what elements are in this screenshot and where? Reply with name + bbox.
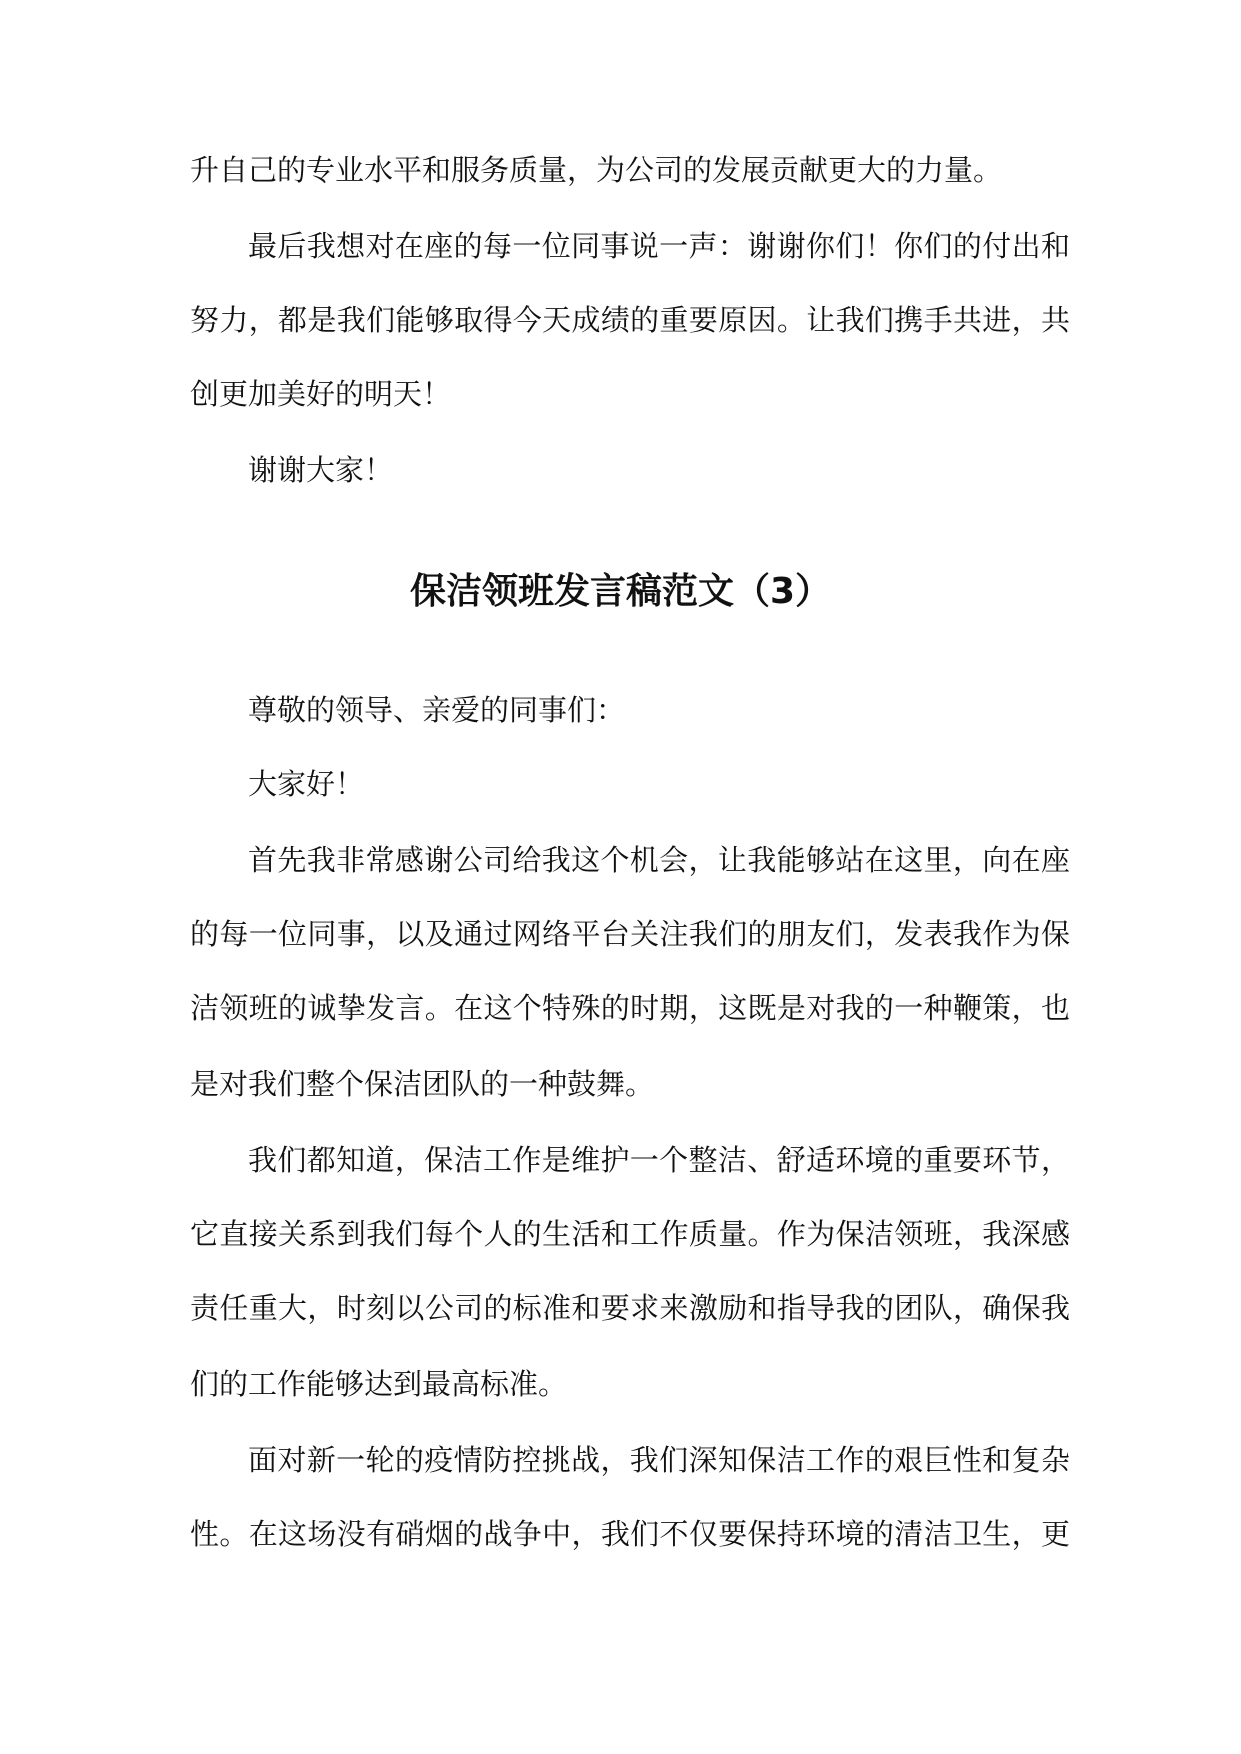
text-line: 的每一位同事，以及通过网络平台关注我们的朋友们，发表我作为保 xyxy=(190,917,1070,951)
text-line: 谢谢大家！ xyxy=(248,453,394,487)
text-line: 努力，都是我们能够取得今天成绩的重要原因。让我们携手共进，共 xyxy=(190,303,1070,337)
text-line: 升自己的专业水平和服务质量，为公司的发展贡献更大的力量。 xyxy=(190,153,1003,187)
text-line: 创更加美好的明天！ xyxy=(190,377,452,411)
text-line: 面对新一轮的疫情防控挑战，我们深知保洁工作的艰巨性和复杂 xyxy=(248,1443,1070,1477)
text-line: 它直接关系到我们每个人的生活和工作质量。作为保洁领班，我深感 xyxy=(190,1217,1070,1251)
text-line: 大家好！ xyxy=(248,767,365,801)
text-line: 最后我想对在座的每一位同事说一声：谢谢你们！你们的付出和 xyxy=(248,229,1070,263)
text-line: 洁领班的诚挚发言。在这个特殊的时期，这既是对我的一种鞭策，也 xyxy=(190,991,1070,1025)
text-line: 责任重大，时刻以公司的标准和要求来激励和指导我的团队，确保我 xyxy=(190,1291,1070,1325)
text-line: 是对我们整个保洁团队的一种鼓舞。 xyxy=(190,1067,655,1101)
text-line: 尊敬的领导、亲爱的同事们： xyxy=(248,693,626,727)
text-line: 性。在这场没有硝烟的战争中，我们不仅要保持环境的清洁卫生，更 xyxy=(190,1517,1070,1551)
section-title: 保洁领班发言稿范文（3） xyxy=(409,571,832,612)
text-line: 们的工作能够达到最高标准。 xyxy=(190,1367,568,1401)
text-line: 我们都知道，保洁工作是维护一个整洁、舒适环境的重要环节， xyxy=(248,1143,1070,1177)
text-line: 首先我非常感谢公司给我这个机会，让我能够站在这里，向在座 xyxy=(248,843,1070,877)
